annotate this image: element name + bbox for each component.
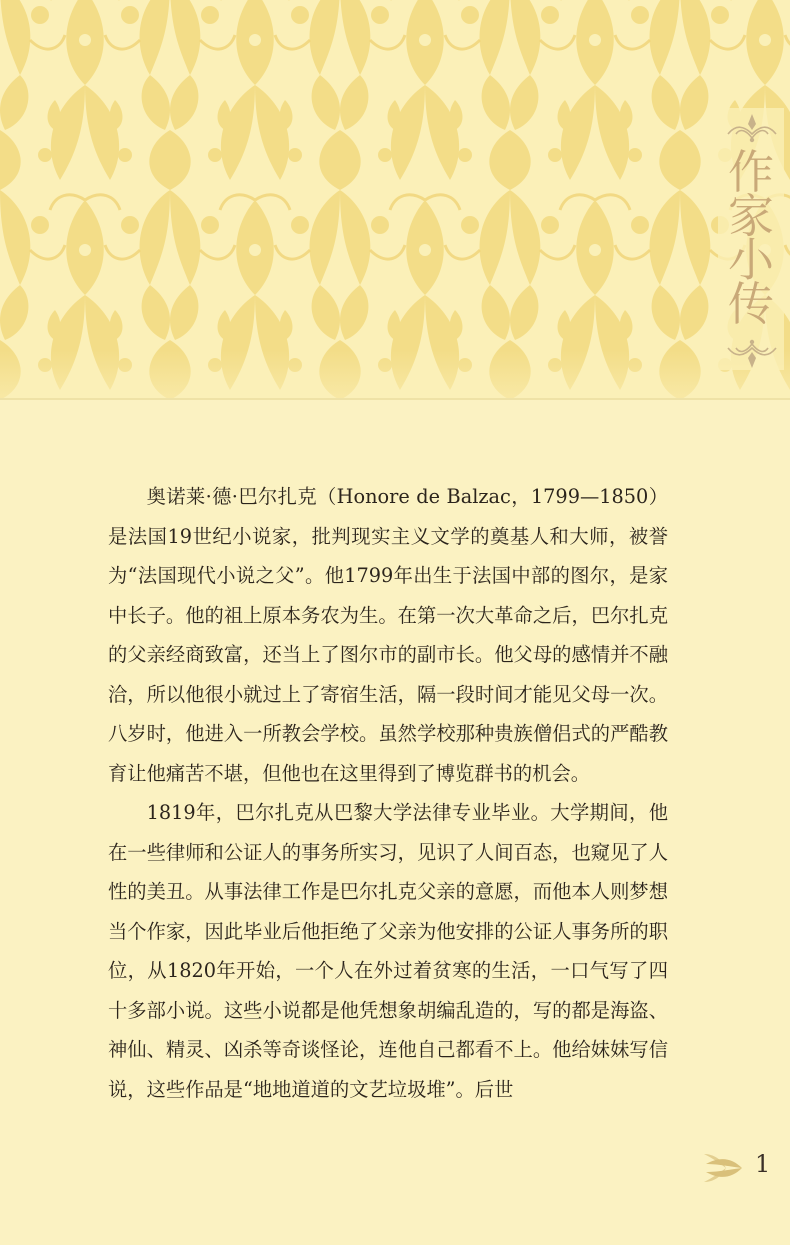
section-title <box>722 145 780 331</box>
paragraph: 奥诺莱·德·巴尔扎克（Honore de Balzac，1799—1850）是法国19世纪小说家，批判现实主义文学的奠基人和大师，被誉为“法国现代小说之父”。他1799年出生于法国中部的图尔，是家中长子。他的祖上原本务农为生。在第一次大革命之后，巴尔扎克的父亲经商致富，还当上了图尔市的副市长。他父母的感情并不融洽，所以他很小就过上了寄宿生活，隔一段时间才能见父母一次。八岁时，他进入一所教会学校。虽然学校那种贵族僧侣式的严酷教育让他痛苦不堪，但他也在这里得到了博览群书的机会。 <box>108 485 668 785</box>
header-divider <box>0 398 790 400</box>
page-number: 1 <box>755 1150 771 1178</box>
ornament-top-icon <box>726 110 778 144</box>
damask-header-band <box>0 0 790 398</box>
biography-text <box>108 477 668 1109</box>
page-ornament-icon <box>700 1150 744 1186</box>
section-title-char: 传 <box>728 277 774 331</box>
damask-pattern <box>0 0 790 398</box>
section-title-char: 小 <box>728 233 774 287</box>
paragraph: 1819年，巴尔扎克从巴黎大学法律专业毕业。大学期间，他在一些律师和公证人的事务所实习，见识了人间百态，也窥见了人性的美丑。从事法律工作是巴尔扎克父亲的意愿，而他本人则梦想当个作家，因此毕业后他拒绝了父亲为他安排的公证人事务所的职位，从1820年开始，一个人在外过着贫寒的生活，一口气写了四十多部小说。这些小说都是他凭想象胡编乱造的，写的都是海盗、神仙、精灵、凶杀等奇谈怪论，连他自己都看不上。他给妹妹写信说，这些作品是“地地道道的文艺垃圾堆”。后世 <box>108 801 668 1101</box>
section-title-char: 作 <box>728 145 774 199</box>
ornament-bottom-icon <box>726 338 778 372</box>
section-title-char: 家 <box>728 189 774 243</box>
